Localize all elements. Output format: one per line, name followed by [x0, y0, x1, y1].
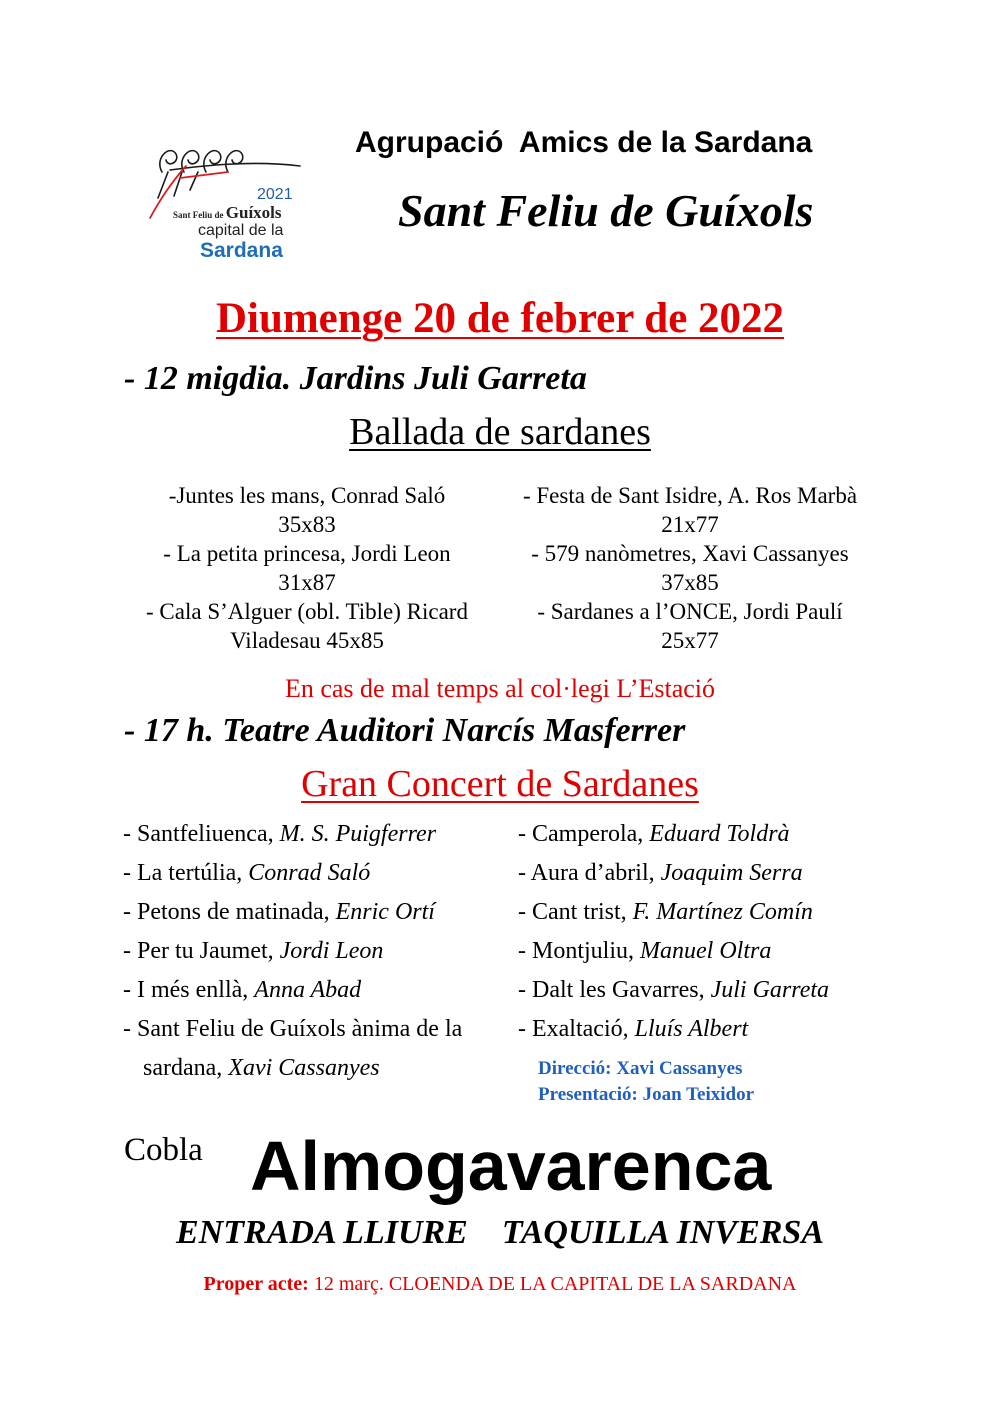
program-line: -Juntes les mans, Conrad Saló [168, 483, 446, 508]
organization-name: Agrupació Amics de la Sardana [355, 126, 813, 159]
piece-title: - Cant trist, [518, 899, 633, 925]
program-line: 37x85 [661, 570, 719, 595]
composer: Xavi Cassanyes [228, 1055, 380, 1081]
program-line: 35x83 [278, 512, 336, 537]
piece-title: - Aura d’abril, [518, 860, 661, 886]
composer: Eduard Toldrà [649, 821, 790, 847]
piece-title: - Montjuliu, [518, 938, 641, 964]
concert-item [518, 815, 898, 854]
logo-year: 2021 [257, 186, 293, 203]
concert-credits [538, 1056, 754, 1108]
program-line: - Sardanes a l’ONCE, Jordi Paulí [537, 599, 843, 624]
concert-item [518, 932, 898, 971]
piece-title: - Petons de matinada, [123, 899, 336, 925]
piece-title: - Sant Feliu de Guíxols ànima de la sardana, [123, 1016, 463, 1081]
program-line: - Festa de Sant Isidre, A. Ros Marbà [522, 483, 858, 508]
program-line: 31x87 [278, 570, 336, 595]
composer: Joaquim Serra [660, 860, 803, 886]
composer: F. Martínez Comín [632, 899, 813, 925]
concert-item [123, 893, 493, 932]
concert-item [518, 1010, 898, 1049]
piece-title: - Camperola, [518, 821, 650, 847]
direction-credit: Direcció: Xavi Cassanyes [538, 1058, 743, 1079]
program-line: - Cala S’Alguer (obl. Tible) Ricard [146, 599, 468, 624]
event2-heading: - 17 h. Teatre Auditori Narcís Masferrer [124, 712, 686, 749]
concert-program-right [518, 815, 898, 1049]
composer: Conrad Saló [248, 860, 371, 886]
piece-title: - Dalt les Gavarres, [518, 977, 711, 1003]
composer: Jordi Leon [279, 938, 384, 964]
cobla-label: Cobla [124, 1132, 203, 1168]
concert-item [123, 854, 493, 893]
composer: Anna Abad [254, 977, 362, 1003]
concert-item [123, 971, 493, 1010]
composer: M. S. Puigferrer [279, 821, 437, 847]
event1-program-left [117, 481, 497, 655]
concert-item [123, 932, 493, 971]
logo-sardana-text: Sardana [200, 239, 283, 262]
composer: Manuel Oltra [640, 938, 772, 964]
composer: Enric Ortí [335, 899, 435, 925]
next-act-text: 12 març. CLOENDA DE LA CAPITAL DE LA SARDANA [308, 1273, 797, 1295]
concert-item [518, 971, 898, 1010]
entry-info: ENTRADA LLIURE TAQUILLA INVERSA [175, 1214, 825, 1251]
town-title: Sant Feliu de Guíxols [398, 185, 814, 236]
event1-heading: - 12 migdia. Jardins Juli Garreta [124, 360, 587, 397]
concert-item [123, 815, 493, 854]
logo-town-prefix: Sant Feliu de [173, 210, 226, 220]
next-act-label: Proper acte: [203, 1273, 309, 1295]
program-line: - 579 nanòmetres, Xavi Cassanyes [531, 541, 849, 566]
piece-title: - Santfeliuenca, [123, 821, 280, 847]
piece-title: - Per tu Jaumet, [123, 938, 280, 964]
piece-title: - Exaltació, [518, 1016, 635, 1042]
composer: Lluís Albert [634, 1016, 749, 1042]
logo-town-name: Guíxols [225, 203, 282, 222]
presentation-credit: Presentació: Joan Teixidor [538, 1084, 755, 1105]
composer: Juli Garreta [710, 977, 830, 1003]
next-act [0, 1273, 1000, 1296]
program-line: Viladesau 45x85 [230, 628, 384, 653]
event1-program-right [500, 481, 880, 655]
logo-capital-text: capital de la [198, 222, 284, 239]
piece-title: - La tertúlia, [123, 860, 249, 886]
concert-item [518, 854, 898, 893]
program-line: - La petita princesa, Jordi Leon [163, 541, 451, 566]
capital-sardana-logo [140, 138, 315, 266]
cobla-name: Almogavarenca [250, 1127, 772, 1205]
logo-town [173, 203, 282, 223]
concert-item [518, 893, 898, 932]
piece-title: - I més enllà, [123, 977, 255, 1003]
program-line: 25x77 [661, 628, 719, 653]
concert-program-left [123, 815, 493, 1088]
event1-title: Ballada de sardanes [349, 411, 651, 453]
concert-item [123, 1010, 493, 1088]
event2-title: Gran Concert de Sardanes [301, 763, 699, 805]
event-date: Diumenge 20 de febrer de 2022 [215, 295, 785, 342]
program-line: 21x77 [661, 512, 719, 537]
bad-weather-note: En cas de mal temps al col·legi L’Estació [284, 674, 716, 703]
